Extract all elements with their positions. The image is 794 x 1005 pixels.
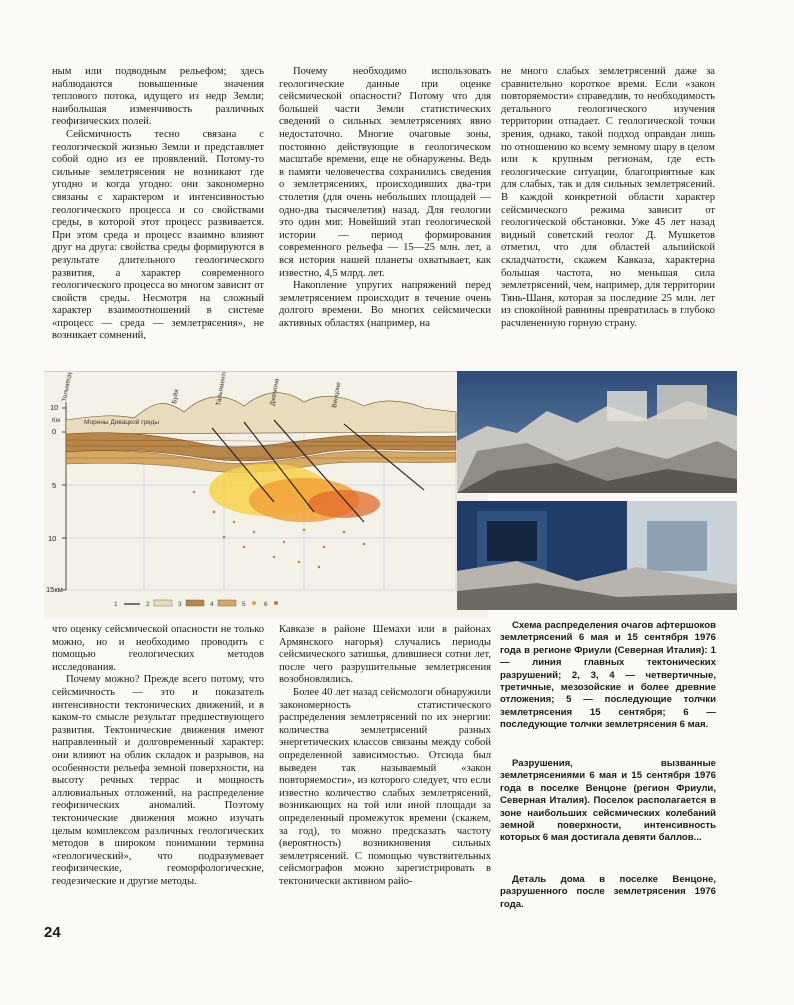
legend <box>114 600 278 608</box>
depth-label: 10 <box>50 403 59 412</box>
text-column-3-top <box>501 66 715 330</box>
paragraph: Более 40 лет назад сейсмологи обнаружили закономерность статистического распределения землетрясений по их энергии: количества землетрясений разных энергетических классов связаны между собой определенной зависимостью. Отсюда был выведен так называемый «закон повторяемости», из которого следует, что если известно количество слабых землетрясений, возникающих на той или иной площади за определенный промежуток времени (скажем, за год), то можно предсказать частоту (вероятность) возникновения сильных землетрясений. С помощью чувствительных сейсмографов можно зарегистрировать в тектонически активном райо- <box>279 686 491 887</box>
text-column-1-top <box>52 66 264 343</box>
depth-label: 5 <box>52 481 57 490</box>
page-number: 24 <box>44 924 61 941</box>
legend-number: 3 <box>178 601 182 608</box>
depth-label: 0 <box>52 427 57 436</box>
legend-number: 2 <box>146 601 150 608</box>
place-label: Тальяменто <box>215 372 229 407</box>
axis-unit-label: Км <box>52 417 61 424</box>
paragraph: Сейсмичность тесно связана с геологической жизнью Земли и представляет собой одно из ее проявлений. Потому-то сильные землетрясения не возникают где угодно и когда угодно: они закономерно связаны с характером и интенсивностью геологического процесса и со свойствами среды, в которой этот процесс развивается. При этом среда и процесс взаимно влияют друг на друга: свойства среды формируются в результате длительного геологического развития, а характер современного геологического процесса во многом зависит от свойств среды. Несмотря на сложный характер взаимоотношений в системе «процесс — среда — землетрясения», не возникает сомнений, <box>52 128 264 342</box>
photo-destroyed-house-detail <box>457 501 737 610</box>
caption-text: Разрушения, вызванные землетрясениями 6 мая и 15 сентября 1976 года в поселке Венцоне (регион Фриули, Северная Италия). Поселок располагается в зоне наибольших сейсмических колебаний земной поверхности, интенсивность которых 6 мая достигала девяти баллов... <box>500 758 716 844</box>
text-column-2-bottom <box>279 624 491 888</box>
paragraph: Накопление упругих напряжений перед землетрясением происходит в течение очень долгого времени. Во многих сейсмически активных областях (например, на <box>279 280 491 329</box>
legend-number: 1 <box>114 601 118 608</box>
place-label: Буйя <box>171 388 181 405</box>
text-column-1-bottom <box>52 624 264 888</box>
figure-caption-photo1 <box>500 758 716 845</box>
legend-number: 6 <box>264 601 268 608</box>
photo-destroyed-buildings <box>457 371 737 493</box>
cross-section-diagram <box>44 372 488 618</box>
place-label: Тольмеццо <box>61 372 74 403</box>
aftershock-scheme-figure <box>44 371 488 618</box>
paragraph: не много слабых землетрясений даже за сравнительно короткое время. Если «закон повторяемости» справедлив, то необходимость детального геологического изучения территории отпадает. С геологической точки зрения, однако, такой подход оправдан лишь по отношению ко всему земному шару в целом или к крупным регионам, где есть геологические ситуации, благоприятные как для слабых, так и для сильных землетрясений. В каждой конкретной области характер сейсмического режима зависит от геологической обстановки. Уже 45 лет назад видный советский геолог Д. Мушкетов отметил, что для областей альпийской складчатости, скажем Кавказа, характерна большая частота, но меньшая сила землетрясений, чем, например, для территории Тянь-Шаня, которая за последние 25 млн. лет из спокойной равнины превратилась в глубоко расчлененную горную страну. <box>501 66 715 329</box>
legend-number: 4 <box>210 601 214 608</box>
figure-caption-scheme <box>500 620 716 732</box>
text-column-2-top <box>279 66 491 330</box>
paragraph: что оценку сейсмической опасности не только можно, но и необходимо проводить с помощью геологических методов исследования. <box>52 624 264 673</box>
paragraph: ным или подводным рельефом; здесь наблюдаются повышенные значения теплового потока, идущего из недр Земли; наибольшая изменчивость различных геофизических полей. <box>52 66 264 128</box>
caption-text: Деталь дома в поселке Венцоне, разрушенного после землетрясения 1976 года. <box>500 874 716 910</box>
caption-text: Схема распределения очагов афтершоков землетрясений 6 мая и 15 сентября 1976 года в регионе Фриули (Северная Италия): 1 — линия главных тектонических разрушений; 2, 3, 4 — четвертичные, третичные, мезозойские и более древние отложения; 5 — последующие толчки землетрясения 15 сентября; 6 — последующие толчки землетрясения 6 мая. <box>500 620 716 731</box>
depth-unit-label: 15км <box>46 585 63 594</box>
paragraph: Почему можно? Прежде всего потому, что сейсмичность — это и показатель интенсивности тектонических движений, и в каком-то смысле результат предшествующего развития. Тектонические движения имеют направленный и долговременный характер: они влияют на облик складок и разрывов, на особенности рельефа земной поверхности, на высоту речных террас и мощность аллювиальных отложений, на распределение геофизических аномалий. Поэтому тектонические движения можно изучать целым комплексом различных геологических методов в широком понимании термина «геологический», что подразумевает геофизические, геоморфологические, геодезические и другие методы. <box>52 674 264 887</box>
legend-number: 5 <box>242 601 246 608</box>
place-label: Джемона <box>269 377 281 407</box>
moraine-label: Морены Дивацкой гряды <box>84 419 160 426</box>
paragraph: Кавказе в районе Шемахи или в районах Армянского нагорья) случались периоды сейсмического затишья, длившиеся сотни лет, после чего разрушительные землетрясения возобновлялись. <box>279 624 491 686</box>
figure-caption-photo2 <box>500 874 716 911</box>
depth-label: 10 <box>48 534 57 543</box>
place-label: Венцоне <box>331 381 343 409</box>
paragraph: Почему необходимо использовать геологические данные при оценке сейсмической опасности? Потому что для большей части Земли статистических сведений о сильных землетрясениях явно недостаточно. Многие очаговые зоны, постоянно действующие в геологическом масштабе времени, еще не обнаружены. Ведь в памяти человечества сохранились сведения о землетрясениях, происходивших два-три столетия (для очень небольших площадей — одно-два тысячелетия) назад. Для геологии это один миг. Новейший этап геологической истории — период формирования современного рельефа — 15—25 млн. лет, а вся история нашей планеты охватывает, как известно, 4,5 млрд. лет. <box>279 66 491 279</box>
